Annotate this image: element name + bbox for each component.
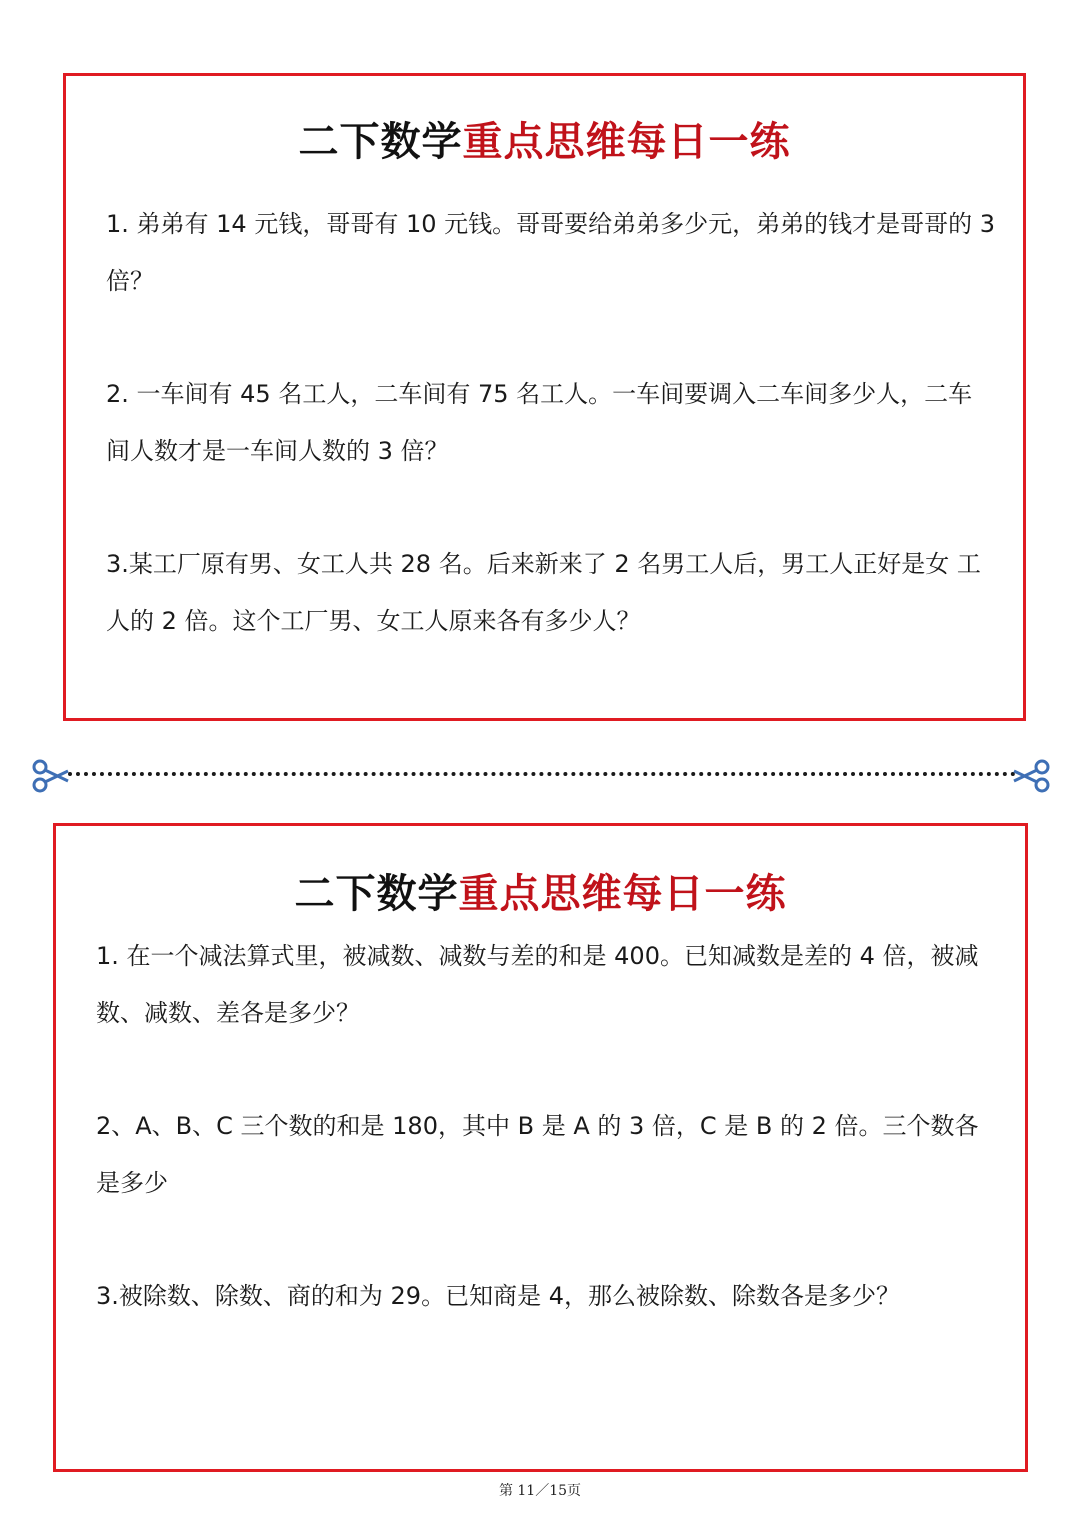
worksheet-card-1 (63, 73, 1026, 721)
title-black-part: 二下数学 (298, 118, 463, 165)
page-number: 第 11／15页 (498, 1483, 582, 1499)
dotted-divider (68, 772, 1016, 776)
card-title (56, 862, 1025, 919)
question-2: 2、A、B、C 三个数的和是 180，其中 B 是 A 的 3 倍，C 是 B 的 2 倍。三个数各是多少 (96, 1112, 979, 1197)
scissors-icon (30, 756, 70, 796)
question-3: 3.某工厂原有男、女工人共 28 名。后来新来了 2 名男工人后，男工人正好是女 工人的 2 倍。这个工厂男、女工人原来各有多少人？ (106, 550, 981, 635)
title-red-part: 重点思维每日一练 (458, 870, 787, 917)
cut-line (30, 750, 1052, 800)
title-red-part: 重点思维每日一练 (462, 118, 791, 165)
question-1: 1. 在一个减法算式里，被减数、减数与差的和是 400。已知减数是差的 4 倍，被减数、减数、差各是多少？ (96, 942, 979, 1027)
question-3: 3.被除数、除数、商的和为 29。已知商是 4，那么被除数、除数各是多少？ (96, 1282, 900, 1310)
card-title (66, 110, 1023, 167)
question-2: 2. 一车间有 45 名工人，二车间有 75 名工人。一车间要调入二车间多少人，二车间人数才是一车间人数的 3 倍？ (106, 380, 973, 465)
worksheet-card-2 (53, 823, 1028, 1472)
title-black-part: 二下数学 (294, 870, 459, 917)
question-1: 1. 弟弟有 14 元钱，哥哥有 10 元钱。哥哥要给弟弟多少元，弟弟的钱才是哥哥的 3 倍？ (106, 210, 996, 295)
scissors-icon (1012, 756, 1052, 796)
